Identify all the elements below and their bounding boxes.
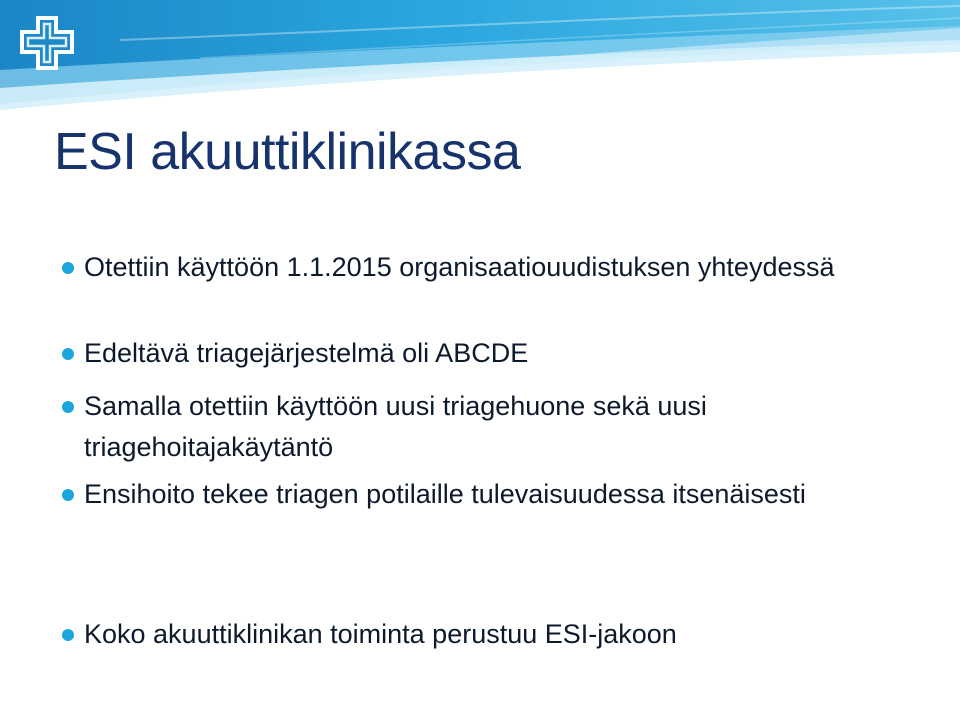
slide-title: ESI akuuttiklinikassa xyxy=(54,123,521,181)
bullet-dot-icon xyxy=(62,629,74,641)
bullet-text: Koko akuuttiklinikan toiminta perustuu ESI-jakoon xyxy=(84,619,677,649)
bullet-dot-icon xyxy=(62,401,74,413)
bullet-dot-icon xyxy=(62,348,74,360)
bullet-text: Otettiin käyttöön 1.1.2015 organisaatiouudistuksen yhteydessä xyxy=(84,252,835,282)
bullet-dot-icon xyxy=(62,262,74,274)
medical-cross-logo-icon xyxy=(18,14,76,72)
header-wave-band xyxy=(0,0,960,112)
bullet-text: Ensihoito tekee triagen potilaille tulevaisuudessa itsenäisesti xyxy=(84,479,806,509)
bullet-text: Edeltävä triagejärjestelmä oli ABCDE xyxy=(84,338,529,368)
bullet-text: Samalla otettiin käyttöön uusi triagehuone sekä uusi triagehoitajakäytäntö xyxy=(84,391,707,462)
bullet-dot-icon xyxy=(62,489,74,501)
